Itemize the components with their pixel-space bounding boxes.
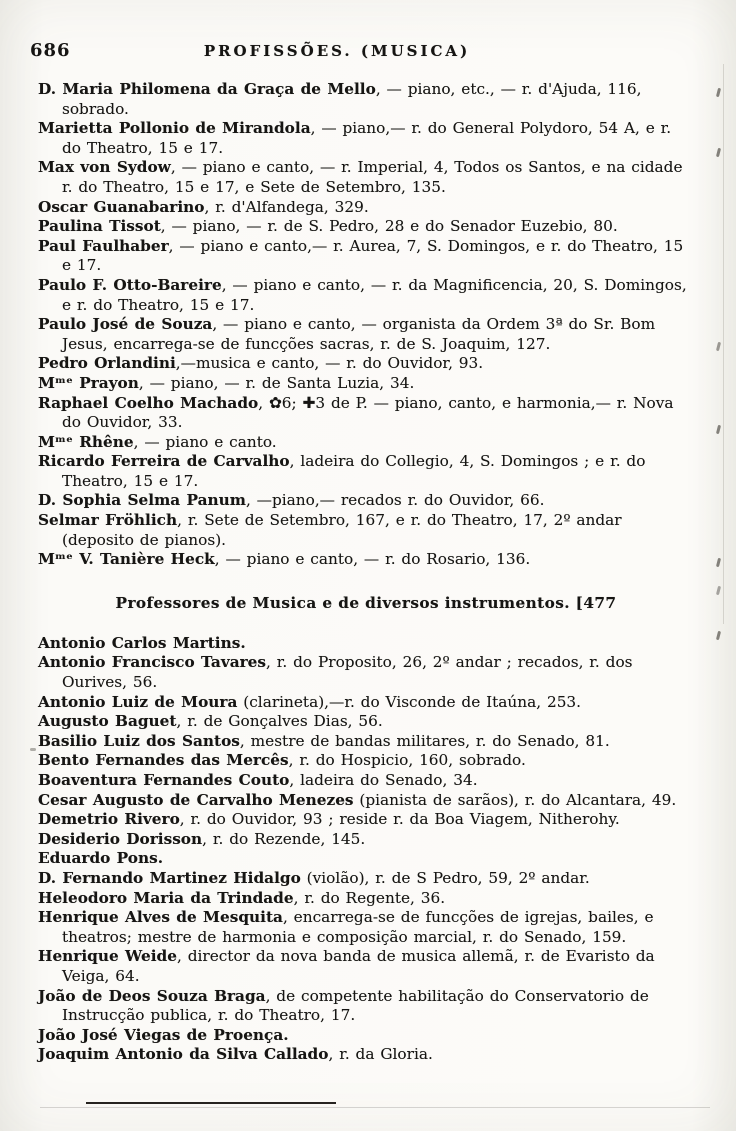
entry-detail: , —piano,— recados r. do Ouvidor, 66. [245, 491, 545, 510]
entry-name: Henrique Weide [38, 947, 177, 966]
entry-detail: , — piano e canto, — r. do Rosario, 136. [214, 550, 531, 569]
directory-entry [38, 791, 694, 811]
entry-detail: , r. do Rezende, 145. [202, 829, 366, 848]
entry-detail: , encarrega-se de funcções de igrejas, bailes, e theatros; mestre de harmonia e composição marcial, r. do Senado, 159. [62, 908, 654, 946]
entry-detail: , r. do Proposito, 26, 2º andar ; recados, r. dos Ourives, 56. [62, 653, 633, 692]
entry-detail: (violão), r. de S Pedro, 59, 2º andar. [300, 868, 590, 887]
entry-name: Paulo F. Otto-Bareire [38, 275, 222, 294]
directory-entry [38, 237, 694, 276]
entry-name: Cesar Augusto de Carvalho Menezes [38, 790, 354, 809]
entry-name: Pedro Orlandini [38, 354, 176, 373]
entry-name: Paul Faulhaber [38, 236, 169, 255]
entry-detail: , ladeira do Collegio, 4, S. Domingos ; e r. do Theatro, 15 e 17. [62, 452, 646, 490]
directory-entry [38, 947, 694, 986]
entry-detail: , — piano, etc., — r. d'Ajuda, 116, sobrado. [62, 80, 642, 118]
scan-smudge [30, 748, 36, 751]
section-heading: Professores de Musica e de diversos instrumentos. [477 [115, 593, 617, 612]
entry-name: D. Sophia Selma Panum [38, 491, 246, 510]
directory-entry [38, 511, 694, 550]
entry-detail: , mestre de bandas militares, r. do Senado, 81. [239, 731, 610, 750]
entry-detail: , — piano e canto, — r. Imperial, 4, Todos os Santos, e na cidade r. do Theatro, 15 e 17, e Sete de Setembro, 135. [62, 158, 683, 196]
directory-entry [38, 198, 694, 218]
entry-name: Henrique Alves de Mesquita [38, 908, 283, 927]
directory-entry [38, 751, 694, 771]
directory-entry [38, 653, 694, 692]
entry-name: Selmar Fröhlich [38, 511, 178, 530]
entry-name: Augusto Baguet [38, 712, 177, 731]
entry-detail: , r. Sete de Setembro, 167, e r. do Theatro, 17, 2º andar (deposito de pianos). [62, 511, 622, 549]
entry-name: Antonio Carlos Martins. [38, 633, 246, 652]
scan-ink-mark [716, 631, 721, 640]
entry-detail: (clarineta),—r. do Visconde de Itaúna, 253. [237, 692, 582, 711]
directory-entry [38, 849, 694, 869]
entry-name: Antonio Luiz de Moura [38, 692, 238, 711]
scan-ink-mark [716, 148, 721, 157]
entry-name: Paulo José de Souza [38, 315, 213, 334]
directory-entry [38, 771, 694, 791]
directory-entry [38, 158, 694, 197]
entry-name: Max von Sydow [38, 158, 171, 177]
directory-entry [38, 693, 694, 713]
scan-ink-mark [716, 88, 721, 97]
page-header [30, 40, 694, 64]
directory-entry [38, 315, 694, 354]
directory-entry [38, 889, 694, 909]
entry-detail: (pianista de sarãos), r. do Alcantara, 49. [353, 790, 677, 809]
entry-detail: ,—musica e canto, — r. do Ouvidor, 93. [175, 354, 484, 373]
entry-detail: , — piano, — r. de S. Pedro, 28 e do Senador Euzebio, 80. [160, 217, 618, 236]
directory-entry [38, 1026, 694, 1046]
directory-entry [38, 732, 694, 752]
entry-detail: , director da nova banda de musica allemã, r. de Evaristo da Veiga, 64. [62, 947, 655, 985]
scan-ink-mark [716, 586, 721, 595]
entry-detail: , r. do Hospicio, 160, sobrado. [288, 751, 526, 770]
entry-detail: , r. da Gloria. [328, 1045, 433, 1064]
directory-entry [38, 433, 694, 453]
directory-entry [38, 810, 694, 830]
piano-canto-entries-list [38, 80, 694, 570]
directory-entry [38, 452, 694, 491]
entry-detail: , — piano e canto. [133, 432, 277, 451]
directory-entry [38, 491, 694, 511]
entry-detail: , — piano, — r. de Santa Luzia, 34. [138, 373, 415, 392]
entry-name: Demetrio Rivero [38, 810, 180, 829]
entry-name: Bento Fernandes das Mercês [38, 751, 289, 770]
entry-name: D. Maria Philomena da Graça de Mello [38, 80, 376, 98]
entry-name: Paulina Tissot [38, 217, 161, 236]
entry-name: Mᵐᵉ Prayon [38, 373, 139, 392]
entry-name: Oscar Guanabarino [38, 197, 205, 216]
directory-entry [38, 119, 694, 158]
entry-name: Raphael Coelho Machado [38, 393, 259, 412]
entry-detail: , de competente habilitação do Conservatorio de Instrucção publica, r. do Theatro, 17. [62, 986, 649, 1025]
entry-name: Boaventura Fernandes Couto [38, 771, 290, 789]
entry-detail: , ladeira do Senado, 34. [289, 771, 478, 789]
entry-name: D. Fernando Martinez Hidalgo [38, 868, 301, 887]
directory-entry [38, 276, 694, 315]
professors-entries-list [38, 634, 694, 1065]
directory-entry [38, 987, 694, 1026]
entry-name: Mᵐᵉ V. Tanière Heck [38, 550, 215, 569]
scan-bottom-line [86, 1102, 336, 1104]
running-title: PROFISSÕES. (MUSICA) [203, 42, 471, 60]
directory-entry [38, 908, 694, 947]
entry-name: Desiderio Dorisson [38, 829, 203, 848]
entry-detail: , — piano,— r. do General Polydoro, 54 A, e r. do Theatro, 15 e 17. [62, 119, 672, 157]
directory-entry [38, 374, 694, 394]
entry-name: Heleodoro Maria da Trindade [38, 888, 294, 907]
scan-bottom-rule [40, 1107, 710, 1108]
directory-entry [38, 634, 694, 654]
directory-entry [38, 830, 694, 850]
entry-detail: , ✿6; ✚3 de P. — piano, canto, e harmonia,— r. Nova do Ouvidor, 33. [62, 393, 674, 432]
scan-edge-line [723, 64, 724, 624]
directory-entry [38, 217, 694, 237]
entry-detail: , r. d'Alfandega, 329. [204, 197, 369, 216]
directory-entry [38, 712, 694, 732]
entry-name: Basilio Luiz dos Santos [38, 731, 240, 750]
directory-entry [38, 550, 694, 570]
entry-name: João José Viegas de Proença. [38, 1025, 289, 1044]
entry-name: Marietta Pollonio de Mirandola [38, 119, 311, 138]
directory-entry [38, 80, 694, 119]
directory-entry [38, 1045, 694, 1065]
directory-entry [38, 394, 694, 433]
entry-name: Ricardo Ferreira de Carvalho [38, 452, 290, 471]
scan-ink-mark [716, 558, 721, 567]
entry-detail: , — piano e canto,— r. Aurea, 7, S. Domingos, e r. do Theatro, 15 e 17. [62, 236, 684, 275]
scan-ink-mark [716, 425, 721, 434]
directory-entry [38, 354, 694, 374]
page-number: 686 [30, 40, 71, 61]
entry-name: Eduardo Pons. [38, 849, 164, 868]
entry-detail: , — piano e canto, — r. da Magnificencia, 20, S. Domingos, e r. do Theatro, 15 e 17. [62, 275, 687, 314]
entry-detail: , r. do Regente, 36. [293, 888, 446, 907]
entry-detail: , r. de Gonçalves Dias, 56. [176, 712, 383, 731]
entry-detail: , — piano e canto, — organista da Ordem 3ª do Sr. Bom Jesus, encarrega-se de funcções sacras, r. de S. Joaquim, 127. [62, 315, 656, 353]
entry-name: Joaquim Antonio da Silva Callado [38, 1045, 329, 1064]
directory-entry [38, 869, 694, 889]
entry-name: João de Deos Souza Braga [38, 986, 266, 1005]
entry-name: Antonio Francisco Tavares [38, 653, 267, 672]
entry-detail: , r. do Ouvidor, 93 ; reside r. da Boa Viagem, Nitherohy. [179, 810, 620, 829]
entry-name: Mᵐᵉ Rhêne [38, 432, 134, 451]
scan-ink-mark [716, 342, 721, 351]
